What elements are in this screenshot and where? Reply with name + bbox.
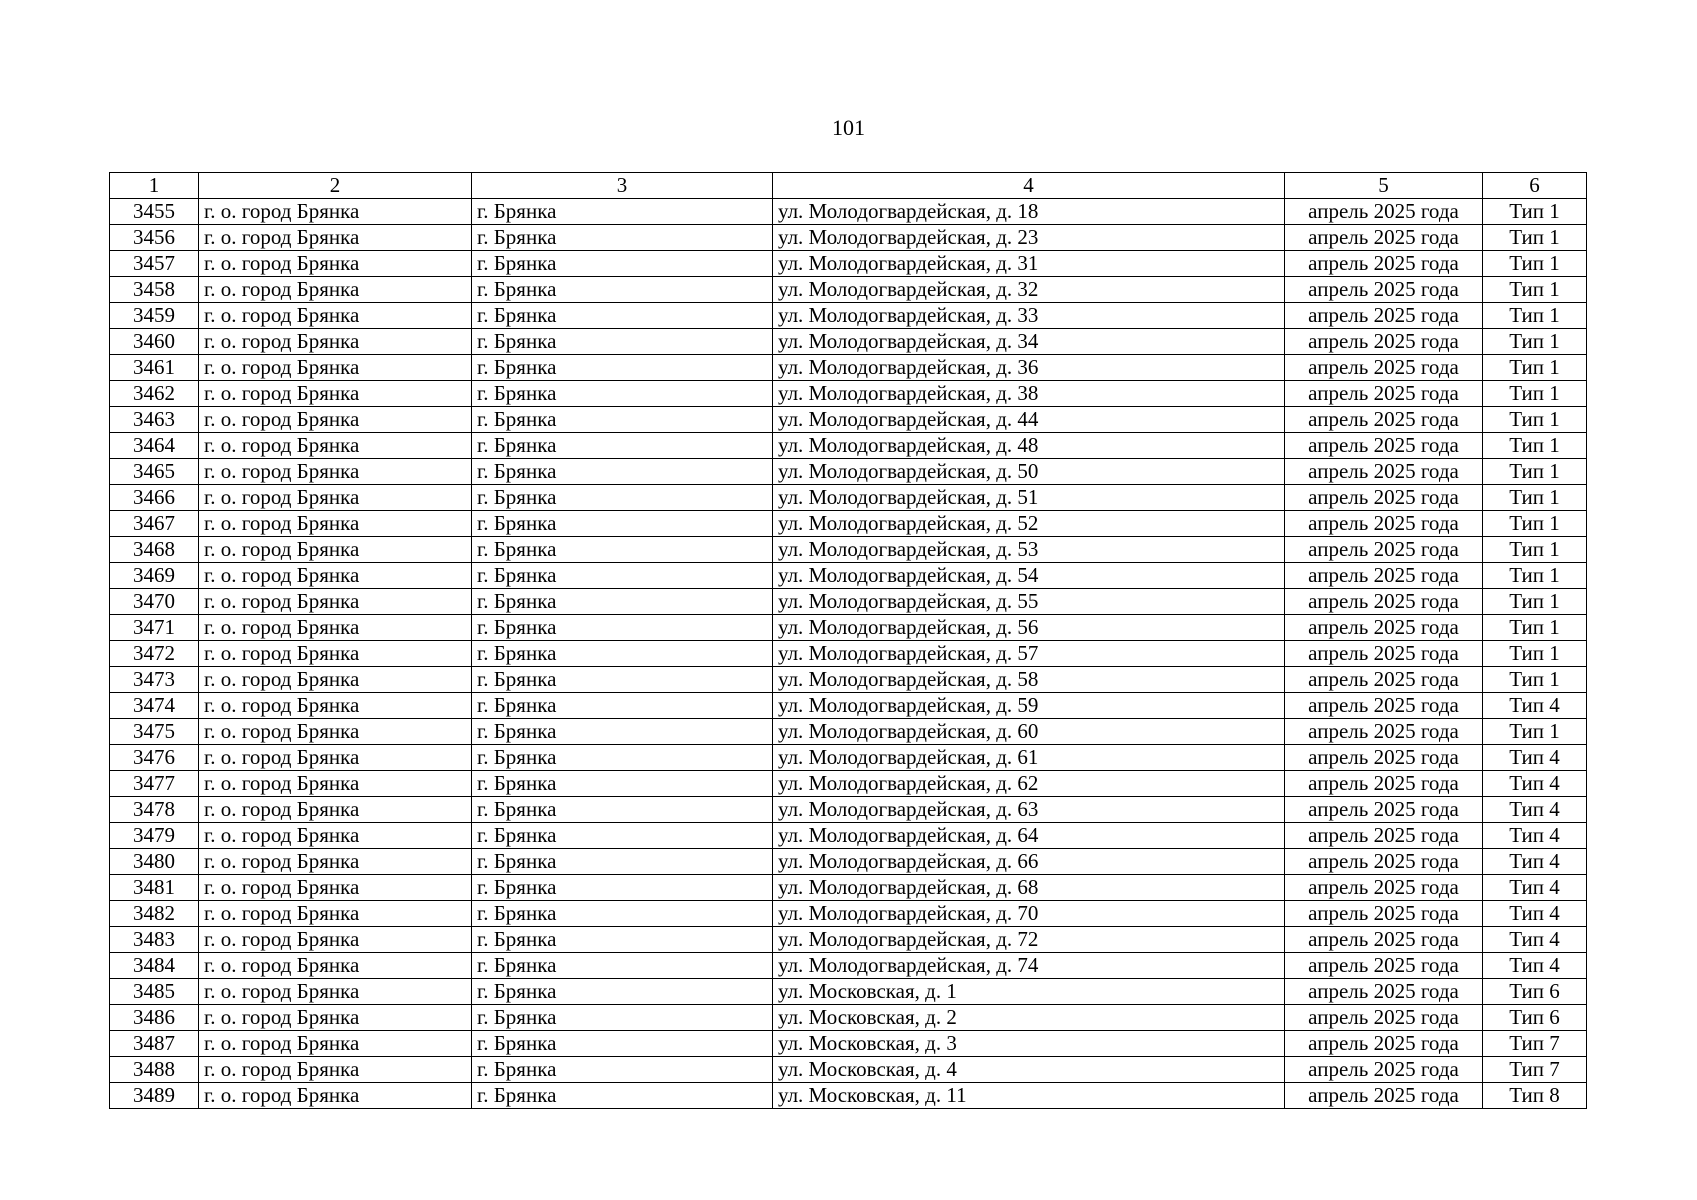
city-cell: г. Брянка xyxy=(472,199,773,225)
row-number: 3461 xyxy=(110,355,199,381)
address-cell: ул. Молодогвардейская, д. 33 xyxy=(773,303,1285,329)
district-cell: г. о. город Брянка xyxy=(199,355,472,381)
type-cell: Тип 4 xyxy=(1483,875,1587,901)
period-cell: апрель 2025 года xyxy=(1285,979,1483,1005)
city-cell: г. Брянка xyxy=(472,1057,773,1083)
table-row xyxy=(110,303,1587,329)
table-row xyxy=(110,667,1587,693)
period-cell: апрель 2025 года xyxy=(1285,277,1483,303)
table-row xyxy=(110,251,1587,277)
period-cell: апрель 2025 года xyxy=(1285,823,1483,849)
period-cell: апрель 2025 года xyxy=(1285,589,1483,615)
row-number: 3471 xyxy=(110,615,199,641)
type-cell: Тип 1 xyxy=(1483,511,1587,537)
type-cell: Тип 1 xyxy=(1483,563,1587,589)
city-cell: г. Брянка xyxy=(472,459,773,485)
row-number: 3481 xyxy=(110,875,199,901)
table-row xyxy=(110,225,1587,251)
district-cell: г. о. город Брянка xyxy=(199,641,472,667)
row-number: 3485 xyxy=(110,979,199,1005)
table-body xyxy=(110,199,1587,1109)
city-cell: г. Брянка xyxy=(472,641,773,667)
table-row xyxy=(110,277,1587,303)
district-cell: г. о. город Брянка xyxy=(199,589,472,615)
table-row xyxy=(110,953,1587,979)
address-cell: ул. Молодогвардейская, д. 74 xyxy=(773,953,1285,979)
address-cell: ул. Молодогвардейская, д. 31 xyxy=(773,251,1285,277)
type-cell: Тип 7 xyxy=(1483,1031,1587,1057)
period-cell: апрель 2025 года xyxy=(1285,407,1483,433)
table-row xyxy=(110,329,1587,355)
table-row xyxy=(110,589,1587,615)
type-cell: Тип 1 xyxy=(1483,485,1587,511)
type-cell: Тип 1 xyxy=(1483,277,1587,303)
district-cell: г. о. город Брянка xyxy=(199,1005,472,1031)
row-number: 3470 xyxy=(110,589,199,615)
row-number: 3480 xyxy=(110,849,199,875)
column-header-1: 1 xyxy=(110,173,199,199)
district-cell: г. о. город Брянка xyxy=(199,537,472,563)
district-cell: г. о. город Брянка xyxy=(199,615,472,641)
city-cell: г. Брянка xyxy=(472,875,773,901)
address-cell: ул. Московская, д. 2 xyxy=(773,1005,1285,1031)
district-cell: г. о. город Брянка xyxy=(199,693,472,719)
address-cell: ул. Молодогвардейская, д. 50 xyxy=(773,459,1285,485)
district-cell: г. о. город Брянка xyxy=(199,407,472,433)
district-cell: г. о. город Брянка xyxy=(199,797,472,823)
district-cell: г. о. город Брянка xyxy=(199,225,472,251)
table-row xyxy=(110,485,1587,511)
district-cell: г. о. город Брянка xyxy=(199,667,472,693)
address-cell: ул. Молодогвардейская, д. 54 xyxy=(773,563,1285,589)
type-cell: Тип 7 xyxy=(1483,1057,1587,1083)
type-cell: Тип 1 xyxy=(1483,433,1587,459)
row-number: 3484 xyxy=(110,953,199,979)
row-number: 3460 xyxy=(110,329,199,355)
column-header-2: 2 xyxy=(199,173,472,199)
row-number: 3462 xyxy=(110,381,199,407)
table-row xyxy=(110,1057,1587,1083)
type-cell: Тип 1 xyxy=(1483,199,1587,225)
period-cell: апрель 2025 года xyxy=(1285,797,1483,823)
district-cell: г. о. город Брянка xyxy=(199,563,472,589)
city-cell: г. Брянка xyxy=(472,277,773,303)
period-cell: апрель 2025 года xyxy=(1285,381,1483,407)
table-row xyxy=(110,979,1587,1005)
type-cell: Тип 1 xyxy=(1483,381,1587,407)
period-cell: апрель 2025 года xyxy=(1285,719,1483,745)
type-cell: Тип 1 xyxy=(1483,537,1587,563)
city-cell: г. Брянка xyxy=(472,771,773,797)
city-cell: г. Брянка xyxy=(472,849,773,875)
period-cell: апрель 2025 года xyxy=(1285,485,1483,511)
row-number: 3469 xyxy=(110,563,199,589)
type-cell: Тип 1 xyxy=(1483,667,1587,693)
address-table xyxy=(109,172,1587,1109)
period-cell: апрель 2025 года xyxy=(1285,511,1483,537)
city-cell: г. Брянка xyxy=(472,667,773,693)
address-cell: ул. Молодогвардейская, д. 44 xyxy=(773,407,1285,433)
city-cell: г. Брянка xyxy=(472,407,773,433)
period-cell: апрель 2025 года xyxy=(1285,459,1483,485)
column-header-4: 4 xyxy=(773,173,1285,199)
table-header xyxy=(110,173,1587,199)
city-cell: г. Брянка xyxy=(472,797,773,823)
type-cell: Тип 1 xyxy=(1483,641,1587,667)
type-cell: Тип 4 xyxy=(1483,745,1587,771)
type-cell: Тип 4 xyxy=(1483,823,1587,849)
district-cell: г. о. город Брянка xyxy=(199,771,472,797)
table-row xyxy=(110,537,1587,563)
district-cell: г. о. город Брянка xyxy=(199,277,472,303)
period-cell: апрель 2025 года xyxy=(1285,251,1483,277)
period-cell: апрель 2025 года xyxy=(1285,433,1483,459)
type-cell: Тип 4 xyxy=(1483,693,1587,719)
table-row xyxy=(110,901,1587,927)
city-cell: г. Брянка xyxy=(472,563,773,589)
city-cell: г. Брянка xyxy=(472,537,773,563)
district-cell: г. о. город Брянка xyxy=(199,901,472,927)
period-cell: апрель 2025 года xyxy=(1285,1083,1483,1109)
table-row xyxy=(110,875,1587,901)
address-cell: ул. Молодогвардейская, д. 57 xyxy=(773,641,1285,667)
type-cell: Тип 1 xyxy=(1483,251,1587,277)
city-cell: г. Брянка xyxy=(472,745,773,771)
type-cell: Тип 4 xyxy=(1483,901,1587,927)
district-cell: г. о. город Брянка xyxy=(199,823,472,849)
district-cell: г. о. город Брянка xyxy=(199,849,472,875)
table-row xyxy=(110,1083,1587,1109)
address-cell: ул. Московская, д. 1 xyxy=(773,979,1285,1005)
district-cell: г. о. город Брянка xyxy=(199,433,472,459)
row-number: 3463 xyxy=(110,407,199,433)
address-cell: ул. Молодогвардейская, д. 48 xyxy=(773,433,1285,459)
row-number: 3474 xyxy=(110,693,199,719)
row-number: 3458 xyxy=(110,277,199,303)
row-number: 3455 xyxy=(110,199,199,225)
district-cell: г. о. город Брянка xyxy=(199,979,472,1005)
row-number: 3483 xyxy=(110,927,199,953)
table-row xyxy=(110,459,1587,485)
row-number: 3467 xyxy=(110,511,199,537)
district-cell: г. о. город Брянка xyxy=(199,329,472,355)
table-row xyxy=(110,407,1587,433)
type-cell: Тип 4 xyxy=(1483,797,1587,823)
city-cell: г. Брянка xyxy=(472,953,773,979)
table-row xyxy=(110,771,1587,797)
table-row xyxy=(110,615,1587,641)
period-cell: апрель 2025 года xyxy=(1285,563,1483,589)
type-cell: Тип 1 xyxy=(1483,589,1587,615)
district-cell: г. о. город Брянка xyxy=(199,381,472,407)
table-row xyxy=(110,719,1587,745)
district-cell: г. о. город Брянка xyxy=(199,745,472,771)
table-row xyxy=(110,1031,1587,1057)
city-cell: г. Брянка xyxy=(472,303,773,329)
row-number: 3466 xyxy=(110,485,199,511)
table-row xyxy=(110,563,1587,589)
city-cell: г. Брянка xyxy=(472,1083,773,1109)
address-cell: ул. Молодогвардейская, д. 36 xyxy=(773,355,1285,381)
city-cell: г. Брянка xyxy=(472,355,773,381)
type-cell: Тип 1 xyxy=(1483,225,1587,251)
type-cell: Тип 8 xyxy=(1483,1083,1587,1109)
district-cell: г. о. город Брянка xyxy=(199,719,472,745)
period-cell: апрель 2025 года xyxy=(1285,771,1483,797)
address-cell: ул. Молодогвардейская, д. 38 xyxy=(773,381,1285,407)
table-row xyxy=(110,641,1587,667)
table-row xyxy=(110,433,1587,459)
row-number: 3489 xyxy=(110,1083,199,1109)
city-cell: г. Брянка xyxy=(472,693,773,719)
address-cell: ул. Молодогвардейская, д. 23 xyxy=(773,225,1285,251)
address-cell: ул. Молодогвардейская, д. 61 xyxy=(773,745,1285,771)
period-cell: апрель 2025 года xyxy=(1285,927,1483,953)
district-cell: г. о. город Брянка xyxy=(199,511,472,537)
city-cell: г. Брянка xyxy=(472,823,773,849)
row-number: 3488 xyxy=(110,1057,199,1083)
city-cell: г. Брянка xyxy=(472,979,773,1005)
column-header-5: 5 xyxy=(1285,173,1483,199)
type-cell: Тип 4 xyxy=(1483,927,1587,953)
city-cell: г. Брянка xyxy=(472,251,773,277)
address-cell: ул. Молодогвардейская, д. 18 xyxy=(773,199,1285,225)
row-number: 3473 xyxy=(110,667,199,693)
header-row xyxy=(110,173,1587,199)
table-row xyxy=(110,927,1587,953)
address-cell: ул. Молодогвардейская, д. 53 xyxy=(773,537,1285,563)
table-row xyxy=(110,199,1587,225)
column-header-6: 6 xyxy=(1483,173,1587,199)
type-cell: Тип 6 xyxy=(1483,1005,1587,1031)
table-row xyxy=(110,849,1587,875)
row-number: 3468 xyxy=(110,537,199,563)
row-number: 3465 xyxy=(110,459,199,485)
city-cell: г. Брянка xyxy=(472,433,773,459)
address-cell: ул. Молодогвардейская, д. 58 xyxy=(773,667,1285,693)
address-cell: ул. Молодогвардейская, д. 68 xyxy=(773,875,1285,901)
district-cell: г. о. город Брянка xyxy=(199,953,472,979)
city-cell: г. Брянка xyxy=(472,901,773,927)
address-cell: ул. Молодогвардейская, д. 70 xyxy=(773,901,1285,927)
period-cell: апрель 2025 года xyxy=(1285,1005,1483,1031)
city-cell: г. Брянка xyxy=(472,381,773,407)
row-number: 3479 xyxy=(110,823,199,849)
city-cell: г. Брянка xyxy=(472,485,773,511)
row-number: 3477 xyxy=(110,771,199,797)
page-number: 101 xyxy=(832,115,865,140)
row-number: 3476 xyxy=(110,745,199,771)
table-row xyxy=(110,797,1587,823)
period-cell: апрель 2025 года xyxy=(1285,199,1483,225)
type-cell: Тип 4 xyxy=(1483,849,1587,875)
period-cell: апрель 2025 года xyxy=(1285,953,1483,979)
period-cell: апрель 2025 года xyxy=(1285,1031,1483,1057)
district-cell: г. о. город Брянка xyxy=(199,1031,472,1057)
address-cell: ул. Молодогвардейская, д. 56 xyxy=(773,615,1285,641)
table-row xyxy=(110,511,1587,537)
district-cell: г. о. город Брянка xyxy=(199,875,472,901)
address-cell: ул. Молодогвардейская, д. 62 xyxy=(773,771,1285,797)
district-cell: г. о. город Брянка xyxy=(199,1057,472,1083)
city-cell: г. Брянка xyxy=(472,1031,773,1057)
type-cell: Тип 1 xyxy=(1483,615,1587,641)
period-cell: апрель 2025 года xyxy=(1285,849,1483,875)
row-number: 3457 xyxy=(110,251,199,277)
period-cell: апрель 2025 года xyxy=(1285,745,1483,771)
address-cell: ул. Молодогвардейская, д. 72 xyxy=(773,927,1285,953)
city-cell: г. Брянка xyxy=(472,1005,773,1031)
period-cell: апрель 2025 года xyxy=(1285,641,1483,667)
period-cell: апрель 2025 года xyxy=(1285,537,1483,563)
city-cell: г. Брянка xyxy=(472,329,773,355)
row-number: 3487 xyxy=(110,1031,199,1057)
period-cell: апрель 2025 года xyxy=(1285,1057,1483,1083)
city-cell: г. Брянка xyxy=(472,511,773,537)
address-cell: ул. Молодогвардейская, д. 34 xyxy=(773,329,1285,355)
district-cell: г. о. город Брянка xyxy=(199,251,472,277)
address-cell: ул. Московская, д. 3 xyxy=(773,1031,1285,1057)
table-row xyxy=(110,823,1587,849)
district-cell: г. о. город Брянка xyxy=(199,459,472,485)
address-cell: ул. Молодогвардейская, д. 60 xyxy=(773,719,1285,745)
table-row xyxy=(110,745,1587,771)
address-cell: ул. Молодогвардейская, д. 64 xyxy=(773,823,1285,849)
row-number: 3456 xyxy=(110,225,199,251)
period-cell: апрель 2025 года xyxy=(1285,303,1483,329)
district-cell: г. о. город Брянка xyxy=(199,927,472,953)
period-cell: апрель 2025 года xyxy=(1285,875,1483,901)
row-number: 3472 xyxy=(110,641,199,667)
table-row xyxy=(110,355,1587,381)
period-cell: апрель 2025 года xyxy=(1285,329,1483,355)
row-number: 3478 xyxy=(110,797,199,823)
city-cell: г. Брянка xyxy=(472,719,773,745)
period-cell: апрель 2025 года xyxy=(1285,901,1483,927)
period-cell: апрель 2025 года xyxy=(1285,667,1483,693)
district-cell: г. о. город Брянка xyxy=(199,1083,472,1109)
district-cell: г. о. город Брянка xyxy=(199,485,472,511)
address-cell: ул. Молодогвардейская, д. 63 xyxy=(773,797,1285,823)
type-cell: Тип 1 xyxy=(1483,329,1587,355)
period-cell: апрель 2025 года xyxy=(1285,225,1483,251)
address-cell: ул. Московская, д. 4 xyxy=(773,1057,1285,1083)
row-number: 3486 xyxy=(110,1005,199,1031)
table-row xyxy=(110,381,1587,407)
city-cell: г. Брянка xyxy=(472,225,773,251)
type-cell: Тип 4 xyxy=(1483,771,1587,797)
address-cell: ул. Молодогвардейская, д. 51 xyxy=(773,485,1285,511)
row-number: 3482 xyxy=(110,901,199,927)
city-cell: г. Брянка xyxy=(472,589,773,615)
period-cell: апрель 2025 года xyxy=(1285,615,1483,641)
address-cell: ул. Молодогвардейская, д. 52 xyxy=(773,511,1285,537)
address-cell: ул. Молодогвардейская, д. 59 xyxy=(773,693,1285,719)
type-cell: Тип 1 xyxy=(1483,459,1587,485)
table-row xyxy=(110,693,1587,719)
type-cell: Тип 1 xyxy=(1483,407,1587,433)
city-cell: г. Брянка xyxy=(472,615,773,641)
district-cell: г. о. город Брянка xyxy=(199,199,472,225)
row-number: 3459 xyxy=(110,303,199,329)
address-cell: ул. Молодогвардейская, д. 66 xyxy=(773,849,1285,875)
city-cell: г. Брянка xyxy=(472,927,773,953)
row-number: 3475 xyxy=(110,719,199,745)
address-cell: ул. Московская, д. 11 xyxy=(773,1083,1285,1109)
type-cell: Тип 1 xyxy=(1483,719,1587,745)
type-cell: Тип 4 xyxy=(1483,953,1587,979)
type-cell: Тип 1 xyxy=(1483,303,1587,329)
row-number: 3464 xyxy=(110,433,199,459)
address-cell: ул. Молодогвардейская, д. 55 xyxy=(773,589,1285,615)
type-cell: Тип 6 xyxy=(1483,979,1587,1005)
address-cell: ул. Молодогвардейская, д. 32 xyxy=(773,277,1285,303)
type-cell: Тип 1 xyxy=(1483,355,1587,381)
period-cell: апрель 2025 года xyxy=(1285,355,1483,381)
period-cell: апрель 2025 года xyxy=(1285,693,1483,719)
table-row xyxy=(110,1005,1587,1031)
district-cell: г. о. город Брянка xyxy=(199,303,472,329)
column-header-3: 3 xyxy=(472,173,773,199)
